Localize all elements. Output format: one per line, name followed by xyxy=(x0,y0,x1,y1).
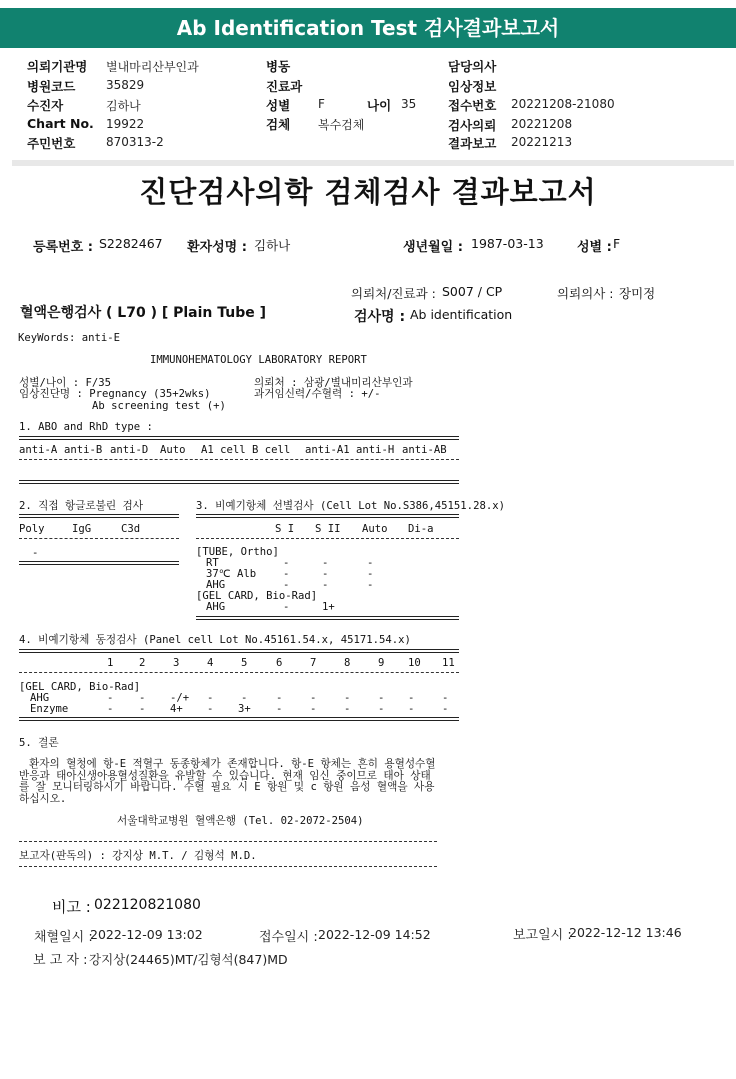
age-value: 35 xyxy=(401,97,417,111)
s3-cell: 1+ xyxy=(322,601,335,613)
header-value: 870313-2 xyxy=(106,135,164,149)
s4-cell: - xyxy=(207,692,214,704)
s4-cell: - xyxy=(344,703,351,715)
s4-cell: - xyxy=(442,703,449,715)
report-time-label: 보고일시 : xyxy=(513,928,572,943)
patient-value: 김하나 xyxy=(254,238,291,253)
s3-row-label: RT xyxy=(206,557,219,569)
header-value: 김하나 xyxy=(106,99,141,113)
s3-row-label: [GEL CARD, Bio-Rad] xyxy=(196,590,318,602)
s4-cell: - xyxy=(408,703,415,715)
double-rule xyxy=(196,616,459,620)
header-label: 성별 xyxy=(266,98,291,113)
s4-group: [GEL CARD, Bio-Rad] xyxy=(19,681,141,693)
double-rule xyxy=(19,436,459,440)
s3-cell: - xyxy=(283,579,290,591)
hospital-line: 서울대학교병원 혈액은행 (Tel. 02-2072-2504) xyxy=(117,815,364,827)
s1-header: anti-H xyxy=(356,444,395,456)
test-name-label: 검사명 : xyxy=(354,309,406,325)
s3-row-label: [TUBE, Ortho] xyxy=(196,546,279,558)
s2-poly-value: - xyxy=(32,547,39,559)
report-time-value: 2022-12-12 13:46 xyxy=(569,925,682,940)
double-rule xyxy=(19,480,459,484)
dashed-rule xyxy=(19,841,437,842)
doctor-value: 장미정 xyxy=(619,286,656,301)
s4-col-header: 1 xyxy=(107,657,114,669)
collect-label: 채혈일시 : xyxy=(34,930,93,945)
s3-cell: - xyxy=(283,568,290,580)
sex-value: F xyxy=(613,236,621,251)
conclusion-line: 반응과 태아신생아용혈성질환을 유발할 수 있습니다. 현재 임신 중이므로 태아 상태 xyxy=(19,769,431,782)
s4-cell: - xyxy=(276,703,283,715)
dashed-rule xyxy=(19,538,179,539)
dashed-rule xyxy=(19,866,437,867)
s3-cell: - xyxy=(367,579,374,591)
clinical-diagnosis: 임상진단명 : Pregnancy (35+2wks) xyxy=(19,388,211,400)
footer-reporter-label: 보 고 자 : xyxy=(33,953,88,968)
sex-label: 성별 : xyxy=(577,240,612,255)
s4-cell: - xyxy=(139,692,146,704)
birth-value: 1987-03-13 xyxy=(471,236,544,251)
s4-cell: - xyxy=(310,703,317,715)
report-signoff: 보고자(판독의) : 강지상 M.T. / 김형석 M.D. xyxy=(19,850,257,862)
s3-cell: - xyxy=(322,568,329,580)
double-rule xyxy=(19,717,459,721)
s4-row-label: Enzyme xyxy=(30,703,69,715)
banner-title: Ab Identification Test 검사결과보고서 xyxy=(176,16,560,40)
s3-header: S II xyxy=(315,523,341,535)
s3-cell: - xyxy=(283,557,290,569)
dashed-rule xyxy=(19,459,459,460)
double-rule xyxy=(196,514,459,518)
receive-label: 접수일시 : xyxy=(259,930,318,945)
dashed-rule xyxy=(196,538,459,539)
conclusion-line: 를 잘 모니터링하시기 바랍니다. 수혈 필요 시 E 항원 및 c 항원 음성 혈액을 사용 xyxy=(19,781,435,793)
conclusion-line: 하십시오. xyxy=(19,792,67,805)
remark-value: 022120821080 xyxy=(94,897,201,913)
s4-col-header: 6 xyxy=(276,657,283,669)
conclusion-line: 환자의 혈청에 항-E 적혈구 동종항체가 존재합니다. 항-E 항체는 흔히 용혈성수혈 xyxy=(29,758,436,770)
s1-header: anti-AB xyxy=(402,444,447,456)
collect-value: 2022-12-09 13:02 xyxy=(90,927,203,942)
test-name-value: Ab identification xyxy=(410,307,513,322)
section-3-title: 3. 비예기항체 선별검사 (Cell Lot No.S386,45151.28.x) xyxy=(196,500,505,512)
clinical-diagnosis-2: Ab screening test (+) xyxy=(92,400,226,412)
remark-label: 비고 : xyxy=(52,898,91,916)
header-value: 별내마리산부인과 xyxy=(106,60,199,74)
receive-value: 2022-12-09 14:52 xyxy=(318,927,431,942)
s4-cell: 3+ xyxy=(238,703,251,715)
doctor-label: 의뢰의사 : xyxy=(557,286,614,301)
s4-col-header: 3 xyxy=(173,657,180,669)
s4-cell: - xyxy=(408,692,415,704)
s4-cell: - xyxy=(378,703,385,715)
lab-title: IMMUNOHEMATOLOGY LABORATORY REPORT xyxy=(150,354,367,366)
s3-header: Di-a xyxy=(408,523,434,535)
s4-cell: -/+ xyxy=(170,692,190,704)
header-value: F xyxy=(318,97,325,111)
requester: 의뢰처 : 삼광/별내미리산부인과 xyxy=(254,377,413,389)
s4-cell: - xyxy=(107,692,114,704)
s4-col-header: 10 xyxy=(408,657,421,669)
s4-cell: - xyxy=(276,692,283,704)
header-label: 의뢰기관명 xyxy=(27,59,88,74)
s4-cell: - xyxy=(107,703,114,715)
dashed-rule xyxy=(19,672,459,673)
s4-cell: 4+ xyxy=(170,703,183,715)
s3-cell: - xyxy=(322,557,329,569)
header-label: Chart No. xyxy=(27,116,94,131)
s3-cell: - xyxy=(283,601,290,613)
s1-header: anti-D xyxy=(110,444,149,456)
header-value: 20221208 xyxy=(511,117,573,131)
header-value: 20221213 xyxy=(511,135,573,149)
header-label: 주민번호 xyxy=(27,136,76,151)
s4-col-header: 7 xyxy=(310,657,317,669)
s4-cell: - xyxy=(442,692,449,704)
dept-label: 의뢰처/진료과 : xyxy=(351,286,436,301)
header-value: 20221208-21080 xyxy=(511,97,615,111)
s3-row-label: AHG xyxy=(206,601,226,613)
section-4-title: 4. 비예기항체 동정검사 (Panel cell Lot No.45161.54.x, 45171.54.x) xyxy=(19,634,411,646)
s4-cell: - xyxy=(310,692,317,704)
s2-header: Poly xyxy=(19,523,45,535)
section-1-title: 1. ABO and RhD type : xyxy=(19,421,153,433)
header-label: 담당의사 xyxy=(448,59,497,74)
s4-row-label: AHG xyxy=(30,692,50,704)
reg-value: S2282467 xyxy=(99,236,163,251)
birth-label: 생년월일 : xyxy=(403,240,463,255)
header-label: 병원코드 xyxy=(27,79,76,94)
s1-header: anti-A xyxy=(19,444,58,456)
s4-col-header: 2 xyxy=(139,657,146,669)
sex-age: 성별/나이 : F/35 xyxy=(19,377,111,389)
s2-header: C3d xyxy=(121,523,141,535)
s4-cell: - xyxy=(207,703,214,715)
keywords: KeyWords: anti-E xyxy=(18,332,121,344)
s3-cell: - xyxy=(367,557,374,569)
s4-cell: - xyxy=(241,692,248,704)
test-group: 혈액은행검사 ( L70 ) [ Plain Tube ] xyxy=(20,305,267,321)
reg-label: 등록번호 : xyxy=(33,240,93,255)
s4-col-header: 5 xyxy=(241,657,248,669)
header-label: 접수번호 xyxy=(448,98,497,113)
report-title: 진단검사의학 검체검사 결과보고서 xyxy=(139,175,597,209)
s4-col-header: 4 xyxy=(207,657,214,669)
header-label: 수진자 xyxy=(27,98,64,113)
s4-col-header: 8 xyxy=(344,657,351,669)
double-rule xyxy=(19,514,179,518)
header-label: 진료과 xyxy=(266,79,303,94)
s4-col-header: 9 xyxy=(378,657,385,669)
s1-header: A1 cell xyxy=(201,444,246,456)
header-value: 35829 xyxy=(106,78,145,92)
header-label: 검체 xyxy=(266,117,291,132)
s3-header: Auto xyxy=(362,523,388,535)
s3-row-label: AHG xyxy=(206,579,226,591)
header-label: 임상정보 xyxy=(448,79,497,94)
s3-row-label: 37℃ Alb xyxy=(206,568,257,580)
s3-cell: - xyxy=(322,579,329,591)
header-value: 복수검체 xyxy=(318,118,365,132)
footer-reporter-value: 강지상(24465)MT/김형석(847)MD xyxy=(89,952,288,967)
double-rule xyxy=(19,561,179,565)
dept-value: S007 / CP xyxy=(442,284,503,299)
s4-cell: - xyxy=(378,692,385,704)
header-label: 병동 xyxy=(266,59,291,74)
header-label: 검사의뢰 xyxy=(448,118,497,133)
header-value: 19922 xyxy=(106,117,145,131)
patient-label: 환자성명 : xyxy=(187,240,247,255)
header-label: 결과보고 xyxy=(448,136,497,151)
s4-cell: - xyxy=(139,703,146,715)
double-rule xyxy=(19,649,459,653)
section-2-title: 2. 직접 항글로불린 검사 xyxy=(19,500,143,512)
section-5-title: 5. 결론 xyxy=(19,737,59,749)
s3-cell: - xyxy=(367,568,374,580)
s1-header: Auto xyxy=(160,444,186,456)
s4-cell: - xyxy=(344,692,351,704)
s2-header: IgG xyxy=(72,523,92,535)
s4-col-header: 11 xyxy=(442,657,455,669)
history: 과거임신력/수혈력 : +/- xyxy=(254,388,381,400)
s1-header: anti-A1 xyxy=(305,444,350,456)
s1-header: anti-B xyxy=(64,444,103,456)
header-separator xyxy=(12,160,734,166)
s3-header: S I xyxy=(275,523,295,535)
s1-header: B cell xyxy=(252,444,291,456)
age-label: 나이 xyxy=(367,98,392,113)
